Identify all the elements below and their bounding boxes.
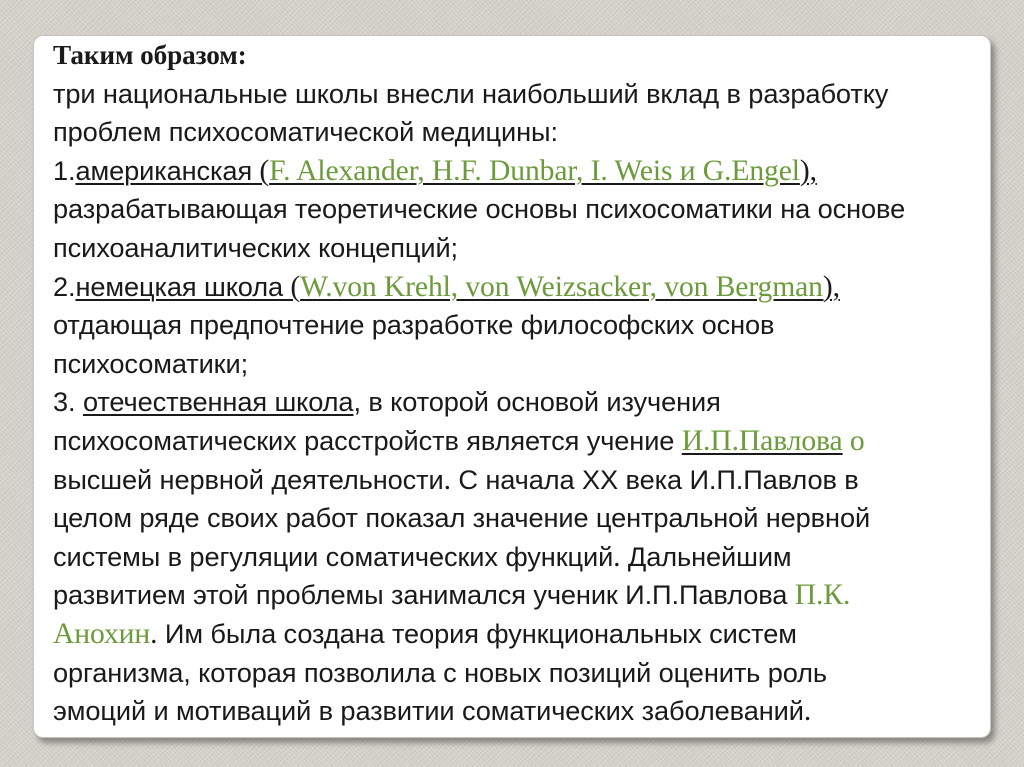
school-3-after-name: , в которой основой изучения — [353, 386, 721, 418]
slide-heading: Таким образом: — [53, 40, 247, 70]
school-3-line-3 — [53, 461, 993, 500]
anokhin-link-part-2[interactable]: Анохин — [53, 617, 151, 650]
school-3-line-3-post: С начала XX века И.П.Павлов в — [450, 463, 859, 495]
school-3-line-6-text: развитием этой проблемы занимался ученик И.П.Павлова — [53, 579, 795, 611]
school-3-title — [53, 383, 993, 422]
school-1-close-paren: ), — [799, 154, 817, 187]
school-1-desc-line-1: разрабатывающая теоретические основы психосоматики на основе — [53, 193, 906, 225]
school-1-title — [53, 152, 993, 191]
school-3-line-9-dot: . — [803, 695, 812, 728]
school-3-line-4: целом ряде своих работ показал значение центральной нервной — [53, 502, 871, 534]
pavlov-link[interactable]: И.П.Павлова — [681, 424, 843, 457]
intro-line-1: три национальные школы внесли наибольший вклад в разработку — [53, 77, 889, 109]
school-3-line-5-post: Дальнейшим — [620, 540, 792, 572]
intro-line-2: проблем психосоматической медицины: — [53, 116, 558, 148]
school-2-close-paren: ), — [822, 270, 840, 303]
slide-content — [53, 36, 993, 731]
school-3-line-5-dot: . — [613, 540, 621, 573]
school-1-open-paren: ( — [252, 154, 270, 187]
school-1-desc-line-2: психоаналитических концепций; — [53, 231, 459, 263]
school-3-line-2-post: о — [842, 424, 865, 457]
school-3-line-9-text: эмоций и мотиваций в развитии соматических заболеваний — [53, 695, 804, 727]
school-2-name: немецкая школа — [75, 270, 284, 302]
school-2-desc-line-1: отдающая предпочтение разработке философских основ — [53, 309, 775, 341]
school-1-number: 1. — [53, 154, 76, 186]
school-3-line-3-text: высшей нервной деятельности — [53, 463, 444, 495]
school-2-open-paren: ( — [283, 270, 301, 303]
school-2-title — [53, 268, 993, 307]
school-3-name: отечественная школа — [82, 386, 354, 418]
school-3-number: 3. — [53, 386, 83, 418]
school-3-line-7 — [53, 615, 993, 654]
school-3-line-9 — [53, 692, 993, 731]
school-1-authors-link[interactable]: F. Alexander, H.F. Dunbar, I. Weis и G.Engel — [269, 154, 800, 187]
school-3-line-6 — [53, 576, 993, 615]
school-3-line-8: организма, которая позволила с новых позиций оценить роль — [53, 656, 827, 688]
school-3-line-7-dot: . — [150, 617, 158, 650]
school-3-line-7-post: Им была создана теория функциональных систем — [157, 617, 797, 649]
school-3-line-2 — [53, 422, 993, 461]
anokhin-link-part-1[interactable]: П.К. — [794, 579, 851, 612]
school-3-line-5 — [53, 538, 993, 577]
school-2-authors-link[interactable]: W.von Krehl, von Weizsacker, von Bergman — [300, 270, 823, 303]
school-2-desc-line-2: психосоматики; — [53, 347, 249, 379]
school-3-line-3-dot: . — [443, 463, 451, 496]
school-2-number: 2. — [53, 270, 76, 302]
school-3-line-2-text: психосоматических расстройств является учение — [53, 424, 682, 456]
school-1-name: американская — [75, 154, 253, 186]
school-3-line-5-text: системы в регуляции соматических функций — [53, 540, 614, 572]
